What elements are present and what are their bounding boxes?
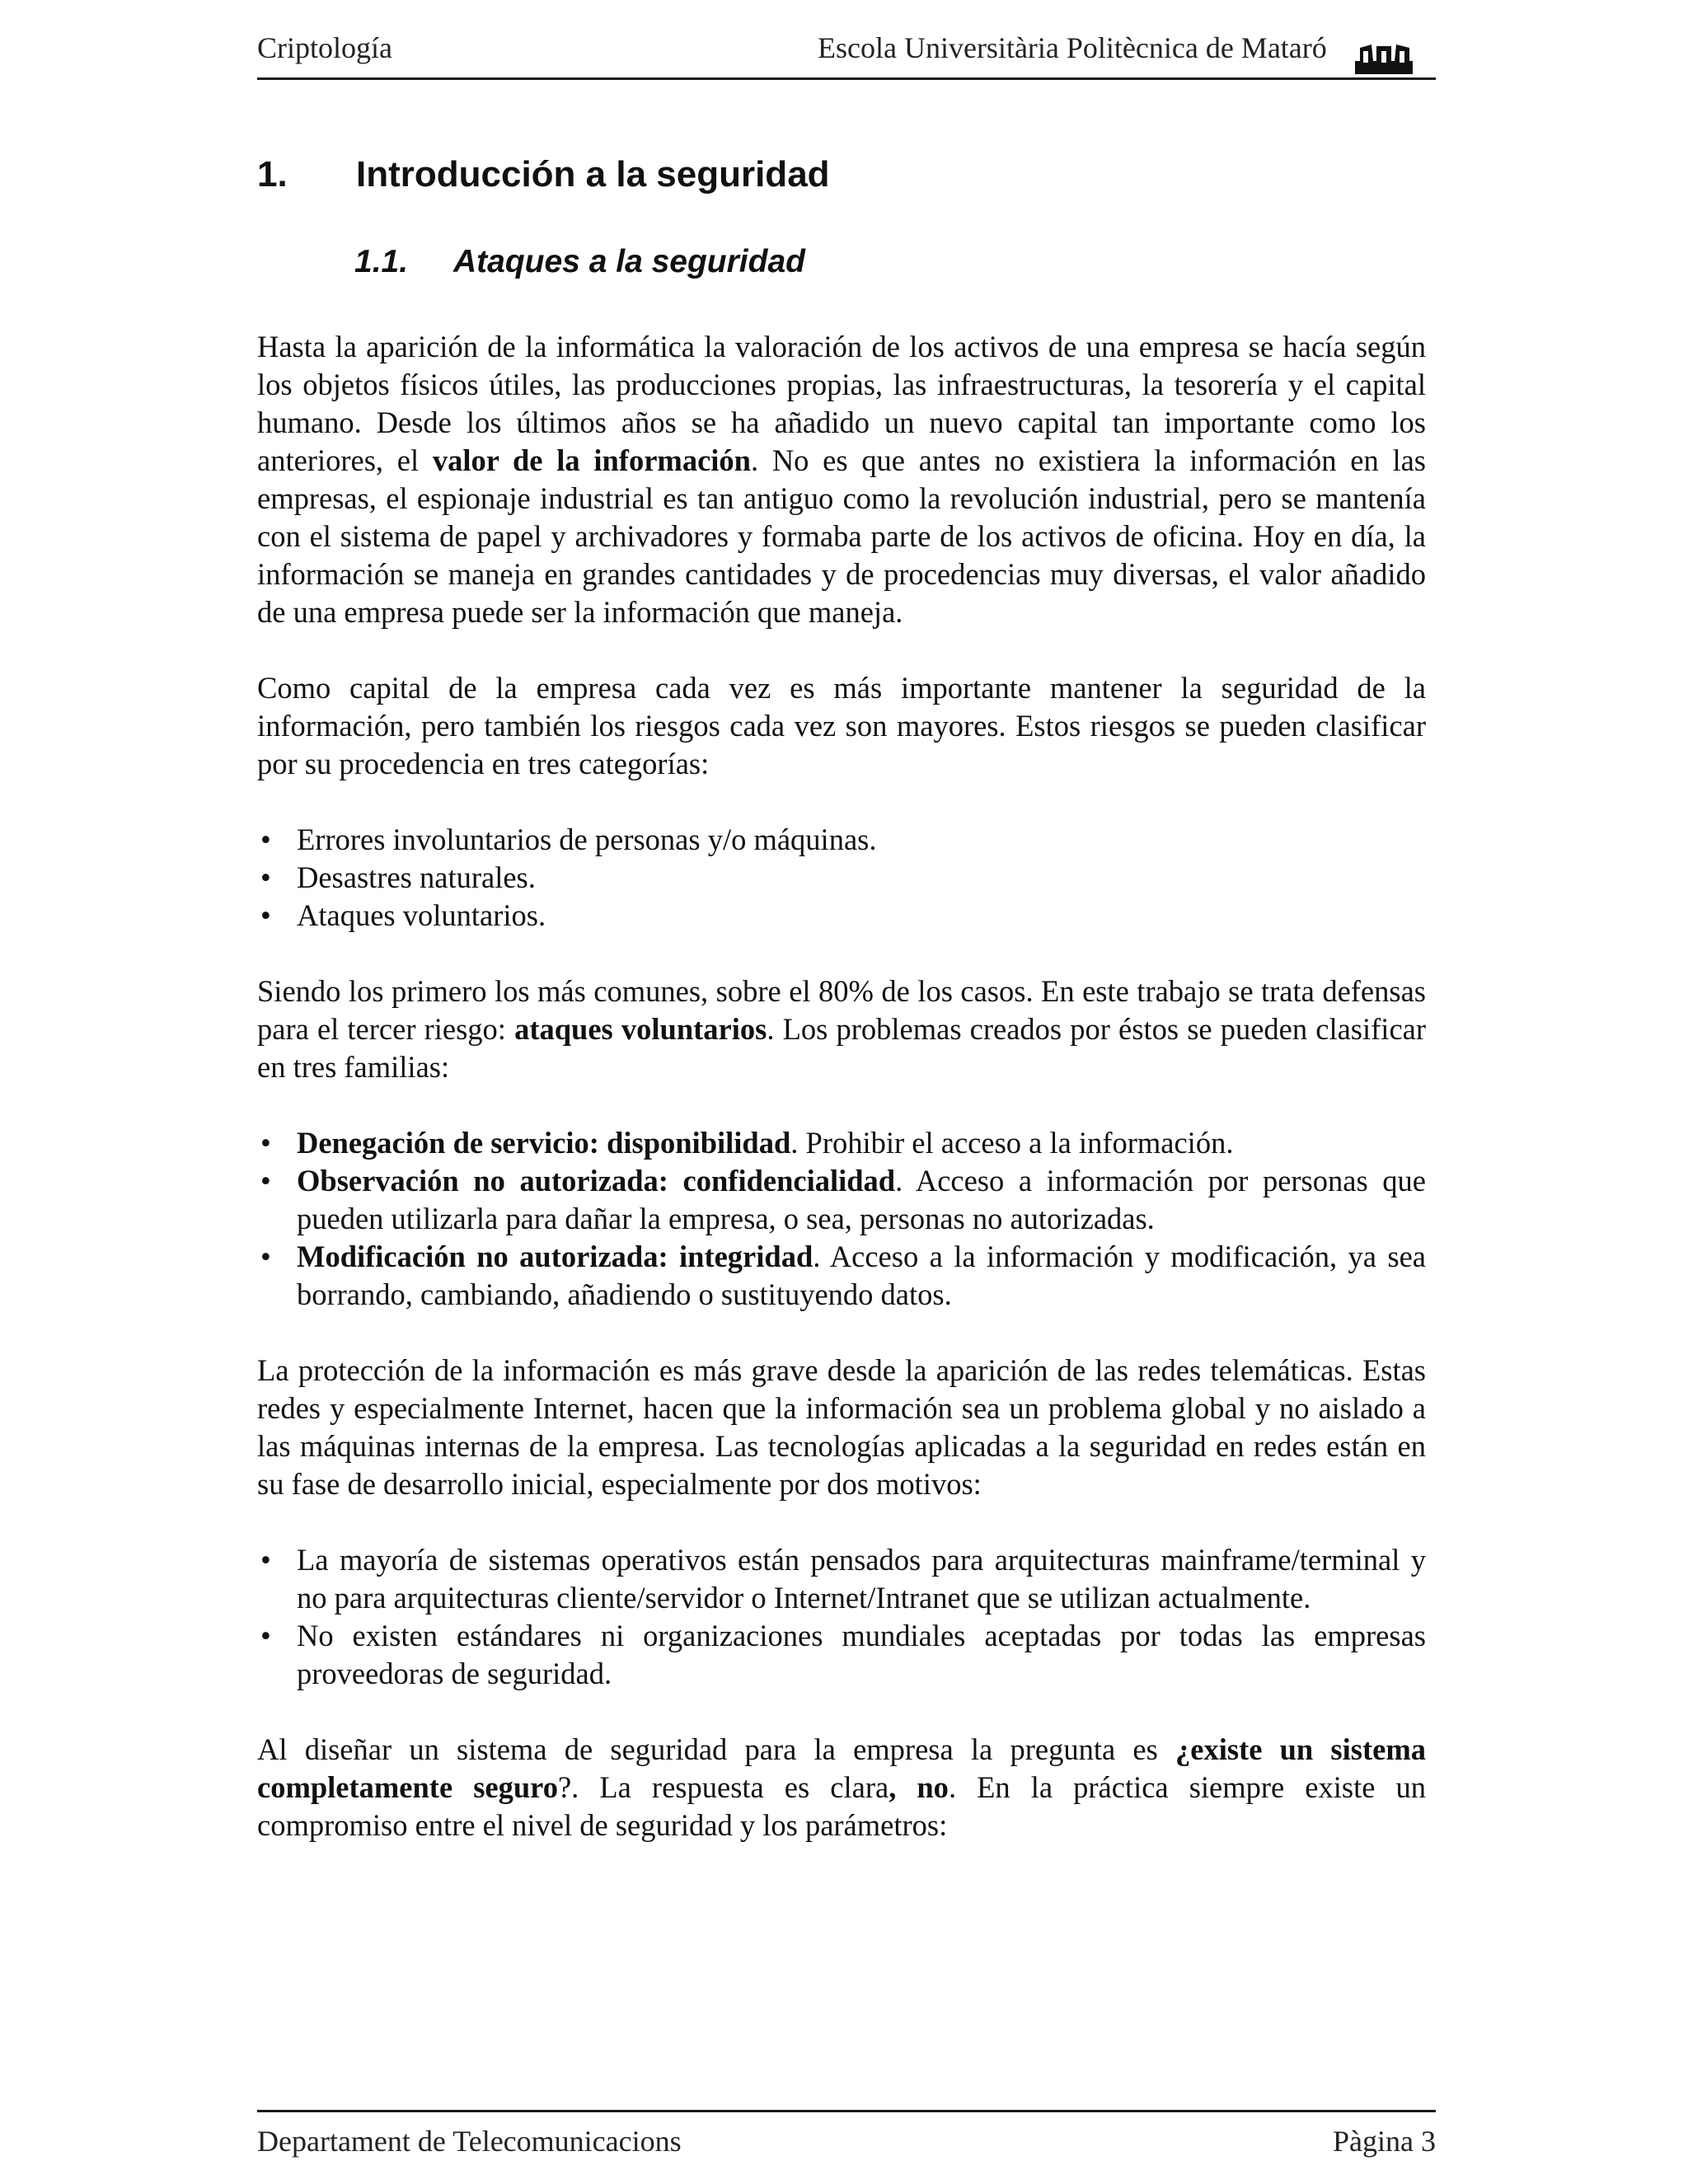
footer-page-number: Pàgina 3 (1333, 2125, 1436, 2158)
page-header (257, 0, 1436, 80)
section-number: 1. (257, 154, 288, 194)
footer-department: Departament de Telecomunicacions (257, 2125, 682, 2158)
bullet-icon: • (260, 860, 271, 894)
header-institution: Escola Universitària Politècnica de Mataró (818, 31, 1327, 64)
bullet-icon: • (260, 1619, 271, 1652)
list-item-text: . Acceso a información por personas que pueden utilizarla para dañar la empresa, o sea, personas no autorizadas. (297, 1164, 1426, 1235)
emphasis-text: , no (889, 1770, 949, 1804)
list-item-term: Denegación de servicio: disponibilidad (297, 1126, 791, 1160)
paragraph-attacks (257, 972, 1426, 1086)
emphasis-text: valor de la información (432, 443, 751, 477)
list-item-text: Errores involuntarios de personas y/o máquinas. (297, 823, 877, 856)
list-item-text: No existen estándares ni organizaciones mundiales aceptadas por todas las empresas proveedoras de seguridad. (297, 1619, 1426, 1690)
bullet-icon: • (260, 898, 271, 932)
bullet-icon: • (260, 1126, 271, 1160)
paragraph-text: Al diseñar un sistema de seguridad para la empresa la pregunta es (257, 1732, 1175, 1766)
subsection-title: Ataques a la seguridad (453, 244, 805, 279)
paragraph-risks: Como capital de la empresa cada vez es más importante mantener la seguridad de la información, pero también los riesgos cada vez son mayores. Estos riesgos se pueden clasificar por su procedencia en tres categorías: (257, 671, 1426, 780)
bullet-icon: • (260, 1240, 271, 1273)
eupm-logo-icon (1355, 43, 1413, 76)
bullet-icon: • (260, 1164, 271, 1197)
list-item (257, 1541, 1426, 1617)
list-item (257, 1617, 1426, 1693)
subsection-heading (354, 246, 805, 278)
reasons-list (257, 1541, 1426, 1693)
paragraph-text: . No es que antes no existiera la información en las empresas, el espionaje industrial es tan antiguo como la revolución industrial, pero se mantenía con el sistema de papel y archivadores y formaba parte de los activos de oficina. Hoy en día, la información se maneja en grandes cantidades y de procedencias muy diversas, el valor añadido de una empresa puede ser la información que maneja. (257, 443, 1426, 629)
emphasis-text: ¿existe un sistema completamente seguro (257, 1732, 1426, 1804)
emphasis-text: ataques voluntarios (514, 1012, 767, 1046)
section-title: Introducción a la seguridad (356, 154, 830, 194)
paragraph-text: Hasta la aparición de la informática la valoración de los activos de una empresa se hacía según los objetos físicos útiles, las producciones propias, las infraestructuras, la tesorería y el capital humano. Desde los últimos años se ha añadido un nuevo capital tan importante como los anteriores, el (257, 330, 1426, 477)
risk-categories-list (257, 821, 1426, 935)
subsection-number: 1.1. (354, 244, 409, 279)
list-item (257, 821, 1426, 859)
list-item (257, 1124, 1426, 1162)
list-item-text: . Prohibir el acceso a la información. (790, 1126, 1234, 1160)
page-footer (257, 2110, 1436, 2184)
list-item-text: Ataques voluntarios. (297, 898, 546, 932)
paragraph-text: Siendo los primero los más comunes, sobre el 80% de los casos. En este trabajo se trata defensas para el tercer riesgo: (257, 974, 1426, 1046)
list-item-term: Modificación no autorizada: integridad (297, 1240, 814, 1273)
section-heading (257, 154, 830, 194)
paragraph-text: ?. La respuesta es clara (557, 1770, 889, 1804)
list-item (257, 859, 1426, 897)
list-item (257, 897, 1426, 935)
list-item-text: La mayoría de sistemas operativos están pensados para arquitecturas mainframe/terminal y no para arquitecturas cliente/servidor o Internet/Intranet que se utilizan actualmente. (297, 1543, 1426, 1615)
paragraph-networks: La protección de la información es más grave desde la aparición de las redes telemáticas. Estas redes y especialmente Internet, hacen que la información sea un problema global y no aislado a las máquinas internas de la empresa. Las tecnologías aplicadas a la seguridad en redes están en su fase de desarrollo inicial, especialmente por dos motivos: (257, 1353, 1426, 1501)
list-item-text: . Acceso a la información y modificación, ya sea borrando, cambiando, añadiendo o sustituyendo datos. (297, 1240, 1426, 1311)
list-item-term: Observación no autorizada: confidencialidad (297, 1164, 896, 1197)
problem-families-list (257, 1124, 1426, 1314)
paragraph-conclusion (257, 1731, 1426, 1844)
list-item (257, 1162, 1426, 1238)
bullet-icon: • (260, 823, 271, 856)
bullet-icon: • (260, 1543, 271, 1577)
paragraph-text: . En la práctica siempre existe un compromiso entre el nivel de seguridad y los parámetros: (257, 1770, 1427, 1842)
document-body (257, 328, 1426, 1882)
list-item-text: Desastres naturales. (297, 860, 536, 894)
list-item (257, 1238, 1426, 1314)
paragraph-text: . Los problemas creados por éstos se pueden clasificar en tres familias: (257, 1012, 1427, 1084)
paragraph-intro (257, 328, 1426, 631)
header-document-title: Criptología (257, 31, 392, 64)
